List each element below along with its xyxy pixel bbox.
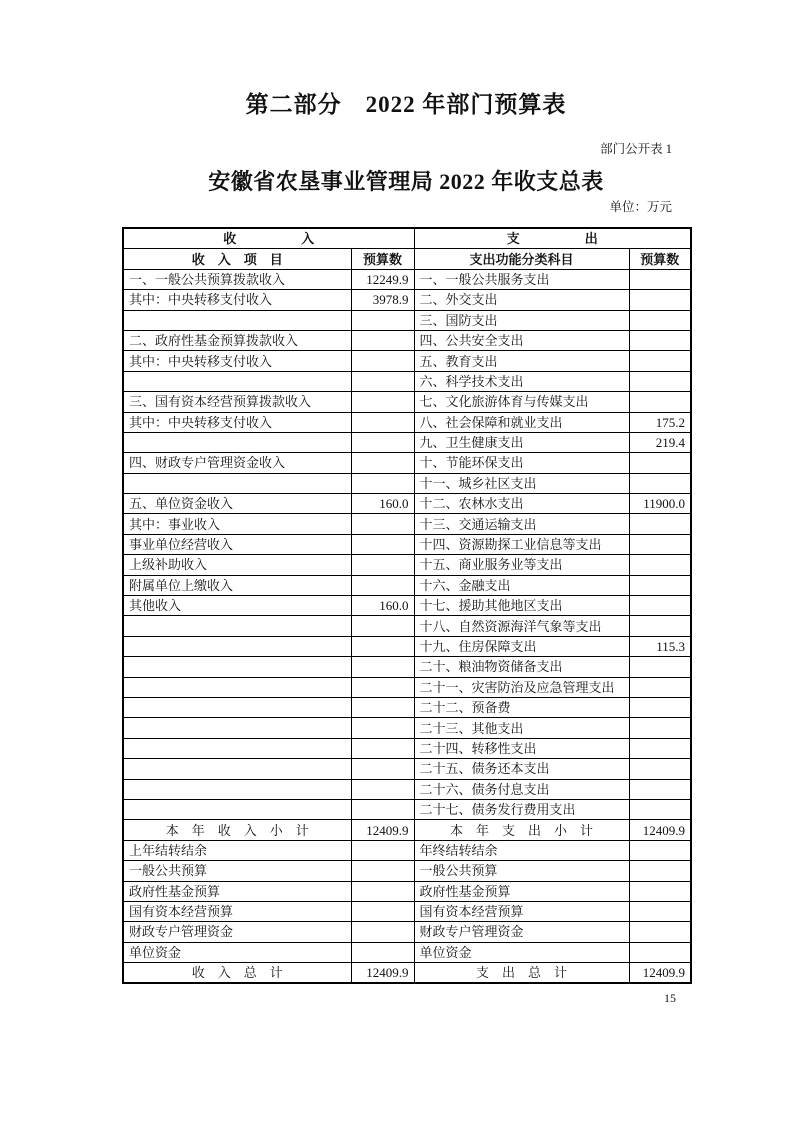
expense-item-column-header: 支出功能分类科目	[414, 249, 629, 269]
expense-item-cell: 五、教育支出	[414, 351, 629, 371]
expense-item-cell: 十七、援助其他地区支出	[414, 596, 629, 616]
income-value-cell	[351, 697, 414, 717]
expense-item-cell: 三、国防支出	[414, 310, 629, 330]
expense-value-cell	[629, 351, 691, 371]
expense-value-cell	[629, 779, 691, 799]
expense-value-cell	[629, 330, 691, 350]
income-item-cell: 国有资本经营预算	[123, 901, 351, 921]
table-row	[123, 636, 691, 656]
income-item-cell	[123, 759, 351, 779]
expense-item-cell: 二十二、预备费	[414, 697, 629, 717]
expense-value-cell: 219.4	[629, 432, 691, 452]
income-item-cell	[123, 310, 351, 330]
table-row	[123, 514, 691, 534]
expense-item-cell: 一般公共预算	[414, 861, 629, 881]
expense-item-cell: 十、节能环保支出	[414, 453, 629, 473]
table-row	[123, 494, 691, 514]
expense-value-cell	[629, 616, 691, 636]
expense-item-cell: 单位资金	[414, 942, 629, 962]
table-row	[123, 616, 691, 636]
expense-item-cell: 二、外交支出	[414, 290, 629, 310]
table-row	[123, 697, 691, 717]
table-row	[123, 942, 691, 962]
income-value-cell	[351, 942, 414, 962]
expense-value-cell	[629, 759, 691, 779]
income-value-cell	[351, 555, 414, 575]
income-item-cell: 一般公共预算	[123, 861, 351, 881]
income-value-cell	[351, 718, 414, 738]
expense-value-cell	[629, 799, 691, 819]
income-item-cell: 上年结转结余	[123, 840, 351, 860]
table-row	[123, 820, 691, 840]
income-value-cell: 3978.9	[351, 290, 414, 310]
income-value-cell	[351, 636, 414, 656]
income-value-cell	[351, 575, 414, 595]
expense-value-cell	[629, 453, 691, 473]
income-value-cell: 160.0	[351, 494, 414, 514]
table-row	[123, 310, 691, 330]
table-row	[123, 555, 691, 575]
income-item-cell: 事业单位经营收入	[123, 534, 351, 554]
income-value-cell	[351, 351, 414, 371]
income-item-cell: 财政专户管理资金	[123, 922, 351, 942]
table-row	[123, 881, 691, 901]
expense-item-cell: 十四、资源勘探工业信息等支出	[414, 534, 629, 554]
income-item-cell: 其中：中央转移支付收入	[123, 412, 351, 432]
expense-value-cell: 12409.9	[629, 963, 691, 984]
expense-item-cell: 一、一般公共服务支出	[414, 269, 629, 289]
expense-item-cell: 八、社会保障和就业支出	[414, 412, 629, 432]
table-row	[123, 759, 691, 779]
income-value-cell	[351, 330, 414, 350]
expense-value-cell	[629, 881, 691, 901]
income-item-cell: 一、一般公共预算拨款收入	[123, 269, 351, 289]
expense-value-cell	[629, 534, 691, 554]
table-row	[123, 840, 691, 860]
table-row	[123, 677, 691, 697]
table-row	[123, 473, 691, 493]
income-value-cell	[351, 901, 414, 921]
income-item-cell	[123, 371, 351, 391]
table-row	[123, 963, 691, 984]
expense-value-cell	[629, 738, 691, 758]
income-value-cell	[351, 840, 414, 860]
income-item-cell	[123, 799, 351, 819]
budget-table-body	[123, 269, 691, 983]
income-item-cell	[123, 718, 351, 738]
income-value-cell	[351, 514, 414, 534]
income-value-cell	[351, 453, 414, 473]
income-item-cell: 单位资金	[123, 942, 351, 962]
expense-item-cell: 十三、交通运输支出	[414, 514, 629, 534]
expense-item-cell: 二十、粮油物资储备支出	[414, 657, 629, 677]
expense-item-cell: 十五、商业服务业等支出	[414, 555, 629, 575]
income-value-cell	[351, 432, 414, 452]
table-row	[123, 575, 691, 595]
income-value-cell	[351, 799, 414, 819]
expense-value-cell	[629, 371, 691, 391]
table-public-label: 部门公开表 1	[600, 142, 672, 156]
table-row	[123, 718, 691, 738]
expense-budget-column-header: 预算数	[629, 249, 691, 269]
income-value-cell	[351, 616, 414, 636]
table-row	[123, 738, 691, 758]
income-item-column-header: 收 入 项 目	[123, 249, 351, 269]
expense-value-cell	[629, 555, 691, 575]
expense-value-cell	[629, 269, 691, 289]
expense-group-header: 支 出	[414, 228, 691, 249]
expense-item-cell: 六、科学技术支出	[414, 371, 629, 391]
expense-value-cell: 175.2	[629, 412, 691, 432]
income-item-cell	[123, 657, 351, 677]
expense-value-cell	[629, 657, 691, 677]
expense-item-cell: 二十三、其他支出	[414, 718, 629, 738]
table-row	[123, 799, 691, 819]
unit-note: 单位：万元	[609, 200, 672, 214]
income-item-cell	[123, 779, 351, 799]
income-item-cell: 附属单位上缴收入	[123, 575, 351, 595]
income-group-header: 收 入	[123, 228, 414, 249]
table-row	[123, 290, 691, 310]
income-value-cell	[351, 657, 414, 677]
expense-item-cell: 财政专户管理资金	[414, 922, 629, 942]
table-row	[123, 922, 691, 942]
expense-item-cell: 十六、金融支出	[414, 575, 629, 595]
table-row	[123, 779, 691, 799]
table-row	[123, 330, 691, 350]
expense-item-cell: 支 出 总 计	[414, 963, 629, 984]
income-item-cell	[123, 697, 351, 717]
column-header-row	[123, 249, 691, 269]
expense-item-cell: 四、公共安全支出	[414, 330, 629, 350]
expense-item-cell: 二十一、灾害防治及应急管理支出	[414, 677, 629, 697]
expense-item-cell: 政府性基金预算	[414, 881, 629, 901]
income-item-cell: 其中：中央转移支付收入	[123, 351, 351, 371]
income-value-cell	[351, 759, 414, 779]
table-row	[123, 432, 691, 452]
income-value-cell	[351, 677, 414, 697]
income-item-cell	[123, 738, 351, 758]
group-header-row	[123, 228, 691, 249]
budget-table-title: 安徽省农垦事业管理局 2022 年收支总表	[208, 169, 604, 194]
income-value-cell: 12409.9	[351, 820, 414, 840]
expense-value-cell	[629, 310, 691, 330]
expense-value-cell	[629, 840, 691, 860]
table-row	[123, 861, 691, 881]
expense-value-cell	[629, 514, 691, 534]
table-row	[123, 371, 691, 391]
expense-value-cell: 115.3	[629, 636, 691, 656]
income-item-cell: 收 入 总 计	[123, 963, 351, 984]
expense-item-cell: 九、卫生健康支出	[414, 432, 629, 452]
income-item-cell	[123, 677, 351, 697]
expense-item-cell: 十八、自然资源海洋气象等支出	[414, 616, 629, 636]
income-item-cell: 其他收入	[123, 596, 351, 616]
expense-item-cell: 年终结转结余	[414, 840, 629, 860]
income-item-cell: 政府性基金预算	[123, 881, 351, 901]
expense-value-cell	[629, 596, 691, 616]
expense-value-cell	[629, 473, 691, 493]
expense-item-cell: 二十四、转移性支出	[414, 738, 629, 758]
income-item-cell: 本 年 收 入 小 计	[123, 820, 351, 840]
income-value-cell	[351, 371, 414, 391]
table-row	[123, 412, 691, 432]
budget-summary-table	[122, 227, 692, 984]
table-row	[123, 596, 691, 616]
income-item-cell: 四、财政专户管理资金收入	[123, 453, 351, 473]
expense-item-cell: 二十六、债务付息支出	[414, 779, 629, 799]
expense-value-cell	[629, 718, 691, 738]
income-value-cell	[351, 473, 414, 493]
table-row	[123, 901, 691, 921]
income-item-cell: 三、国有资本经营预算拨款收入	[123, 392, 351, 412]
table-row	[123, 269, 691, 289]
expense-item-cell: 七、文化旅游体育与传媒支出	[414, 392, 629, 412]
page-number: 15	[664, 991, 676, 1006]
expense-value-cell	[629, 922, 691, 942]
expense-value-cell: 12409.9	[629, 820, 691, 840]
expense-value-cell	[629, 861, 691, 881]
income-item-cell	[123, 473, 351, 493]
income-item-cell: 其中：事业收入	[123, 514, 351, 534]
expense-value-cell: 11900.0	[629, 494, 691, 514]
income-value-cell	[351, 881, 414, 901]
section-title: 第二部分 2022 年部门预算表	[245, 92, 567, 117]
expense-item-cell: 十二、农林水支出	[414, 494, 629, 514]
income-value-cell	[351, 392, 414, 412]
expense-item-cell: 十九、住房保障支出	[414, 636, 629, 656]
table-row	[123, 453, 691, 473]
income-value-cell	[351, 861, 414, 881]
income-value-cell	[351, 310, 414, 330]
table-row	[123, 351, 691, 371]
expense-item-cell: 二十七、债务发行费用支出	[414, 799, 629, 819]
expense-item-cell: 本 年 支 出 小 计	[414, 820, 629, 840]
expense-value-cell	[629, 290, 691, 310]
income-value-cell	[351, 738, 414, 758]
expense-value-cell	[629, 392, 691, 412]
expense-value-cell	[629, 575, 691, 595]
income-item-cell	[123, 616, 351, 636]
income-value-cell: 160.0	[351, 596, 414, 616]
document-content	[122, 90, 690, 1005]
expense-item-cell: 国有资本经营预算	[414, 901, 629, 921]
income-item-cell	[123, 432, 351, 452]
income-value-cell	[351, 779, 414, 799]
income-item-cell: 上级补助收入	[123, 555, 351, 575]
income-value-cell	[351, 922, 414, 942]
income-value-cell	[351, 412, 414, 432]
income-item-cell: 二、政府性基金预算拨款收入	[123, 330, 351, 350]
expense-value-cell	[629, 942, 691, 962]
income-value-cell	[351, 534, 414, 554]
expense-value-cell	[629, 901, 691, 921]
table-row	[123, 534, 691, 554]
income-item-cell	[123, 636, 351, 656]
expense-item-cell: 十一、城乡社区支出	[414, 473, 629, 493]
expense-value-cell	[629, 697, 691, 717]
income-value-cell: 12409.9	[351, 963, 414, 984]
income-item-cell: 其中：中央转移支付收入	[123, 290, 351, 310]
income-budget-column-header: 预算数	[351, 249, 414, 269]
expense-item-cell: 二十五、债务还本支出	[414, 759, 629, 779]
table-row	[123, 657, 691, 677]
income-value-cell: 12249.9	[351, 269, 414, 289]
expense-value-cell	[629, 677, 691, 697]
income-item-cell: 五、单位资金收入	[123, 494, 351, 514]
table-row	[123, 392, 691, 412]
